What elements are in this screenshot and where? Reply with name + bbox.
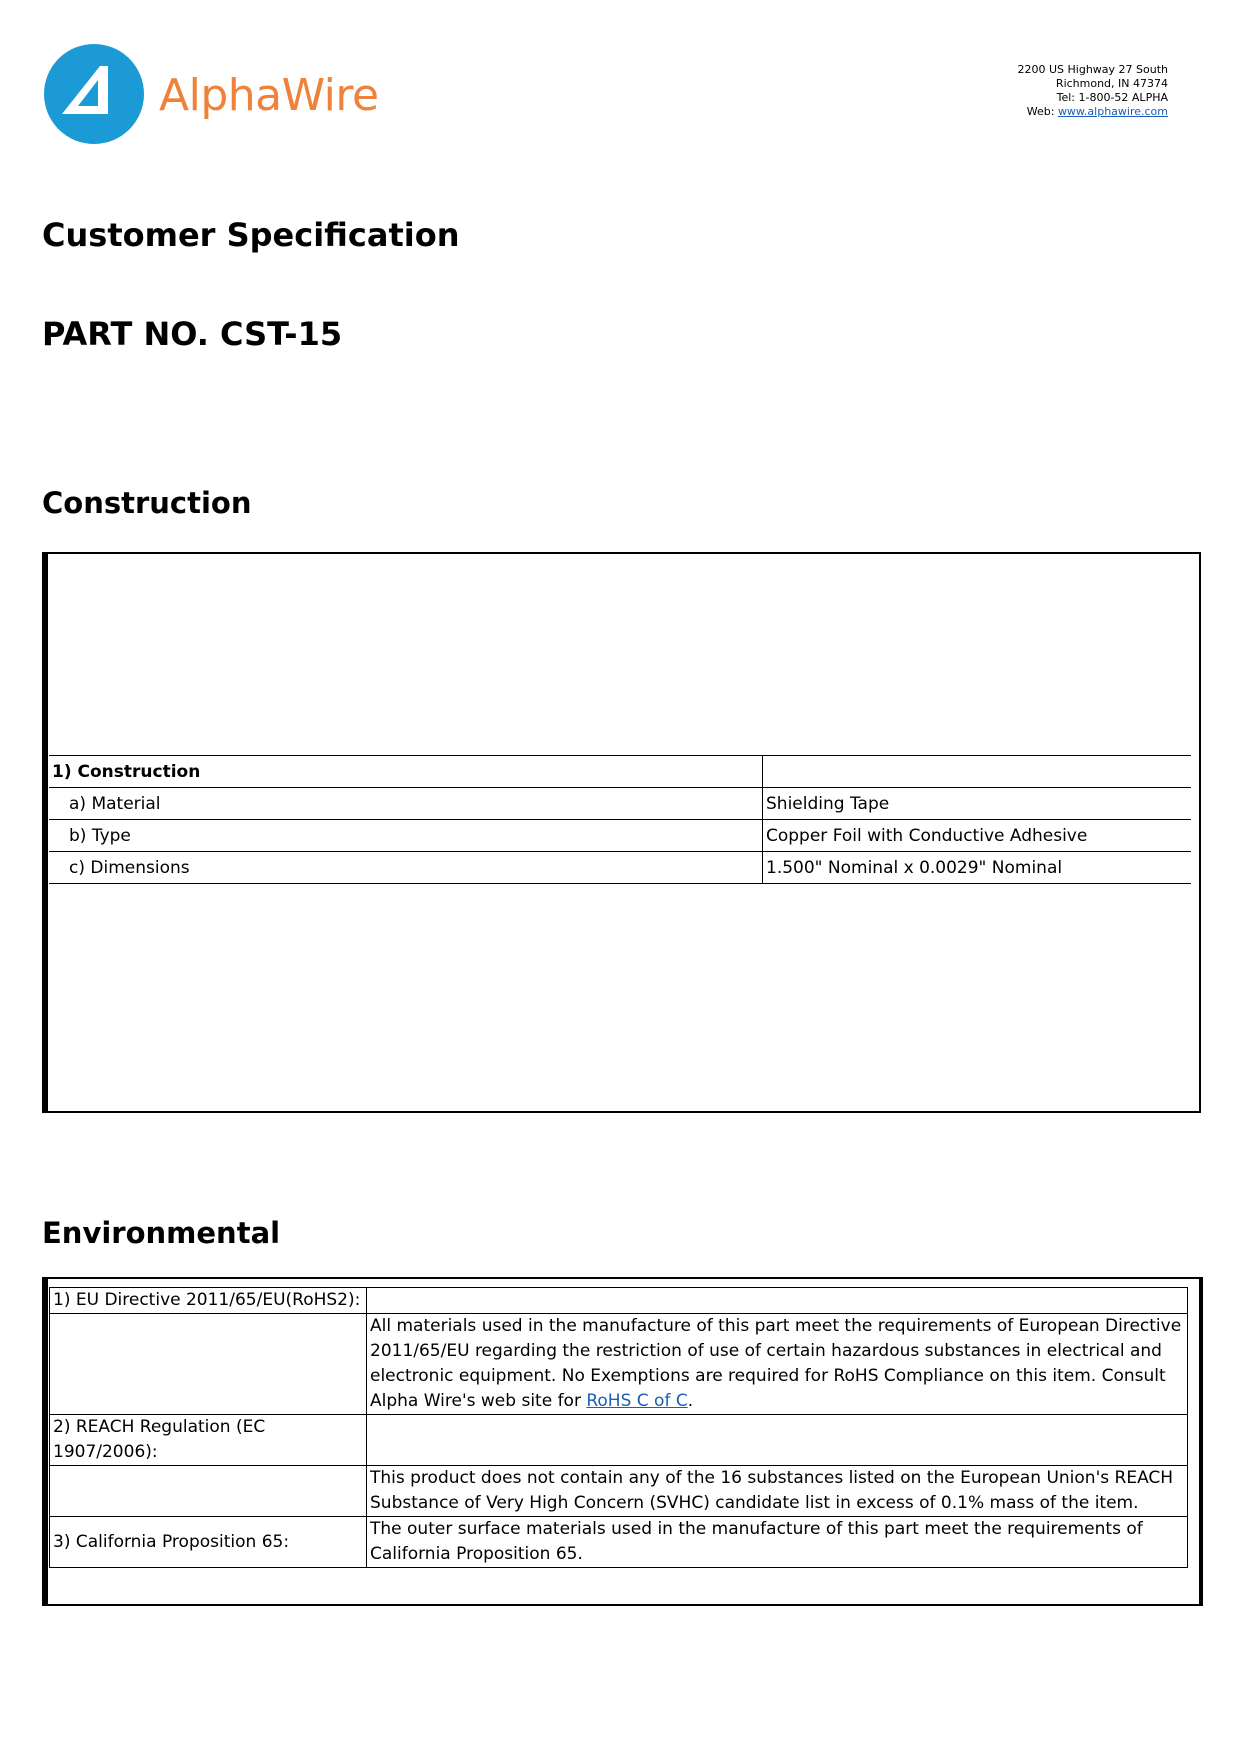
table-cell: [50, 1466, 367, 1517]
table-row: [50, 1466, 1188, 1517]
row-value: Copper Foil with Conductive Adhesive: [763, 820, 1192, 852]
row-label: a) Material: [49, 788, 763, 820]
row-label: c) Dimensions: [49, 852, 763, 884]
environmental-table: [49, 1287, 1188, 1592]
table-row: [49, 852, 1191, 884]
table-row: [50, 1314, 1188, 1415]
rohs-coc-link[interactable]: RoHS C of C: [586, 1391, 688, 1411]
environmental-box: [42, 1277, 1203, 1606]
table-row: [49, 788, 1191, 820]
alphawire-logo-icon: [42, 42, 146, 146]
part-number: PART NO. CST-15: [42, 315, 343, 353]
website-link[interactable]: www.alphawire.com: [1057, 105, 1168, 118]
table-row: [50, 1517, 1188, 1568]
table-cell: [763, 756, 1192, 788]
rohs-text: [367, 1314, 1188, 1415]
reach-label: 2) REACH Regulation (EC 1907/2006):: [50, 1415, 367, 1466]
table-row: [50, 1568, 1188, 1593]
environmental-heading: Environmental: [42, 1216, 281, 1250]
construction-box: [42, 552, 1201, 1113]
construction-table: [49, 755, 1191, 884]
web-label: Web:: [1026, 105, 1058, 118]
section-label: 1) Construction: [49, 756, 763, 788]
address-line: 2200 US Highway 27 South: [1017, 63, 1168, 76]
row-value: Shielding Tape: [763, 788, 1192, 820]
company-address: [1017, 63, 1168, 119]
construction-heading: Construction: [42, 486, 252, 520]
table-cell: [367, 1415, 1188, 1466]
reach-text: This product does not contain any of the 16 substances listed on the European Union's REACH Substance of Very High Concern (SVHC) candidate list in excess of 0.1% mass of the item.: [367, 1466, 1188, 1517]
row-value: 1.500" Nominal x 0.0029" Nominal: [763, 852, 1192, 884]
table-row: [50, 1288, 1188, 1314]
rohs-body: All materials used in the manufacture of this part meet the requirements of European Directive 2011/65/EU regarding the restriction of use of certain hazardous substances in electrical and electronic equipment. No Exemptions are required for RoHS Compliance on this item. Consult Alpha Wire's web site for: [370, 1316, 1182, 1411]
table-row: [50, 1415, 1188, 1466]
address-line: Richmond, IN 47374: [1055, 77, 1168, 90]
ca-prop65-text: The outer surface materials used in the manufacture of this part meet the requirements of California Proposition 65.: [367, 1517, 1188, 1568]
brand-name: AlphaWire: [159, 70, 379, 121]
table-cell: [50, 1314, 367, 1415]
row-label: b) Type: [49, 820, 763, 852]
ca-prop65-label: 3) California Proposition 65:: [50, 1517, 367, 1568]
document-title: Customer Specification: [42, 216, 460, 254]
rohs-label: 1) EU Directive 2011/65/EU(RoHS2):: [50, 1288, 367, 1314]
alphawire-logo: [42, 42, 422, 152]
table-cell: [50, 1568, 1188, 1593]
address-line: Tel: 1-800-52 ALPHA: [1056, 91, 1168, 104]
table-row: [49, 820, 1191, 852]
web-line: [1017, 105, 1168, 119]
table-cell: [367, 1288, 1188, 1314]
table-row: [49, 756, 1191, 788]
rohs-end: .: [687, 1391, 694, 1411]
